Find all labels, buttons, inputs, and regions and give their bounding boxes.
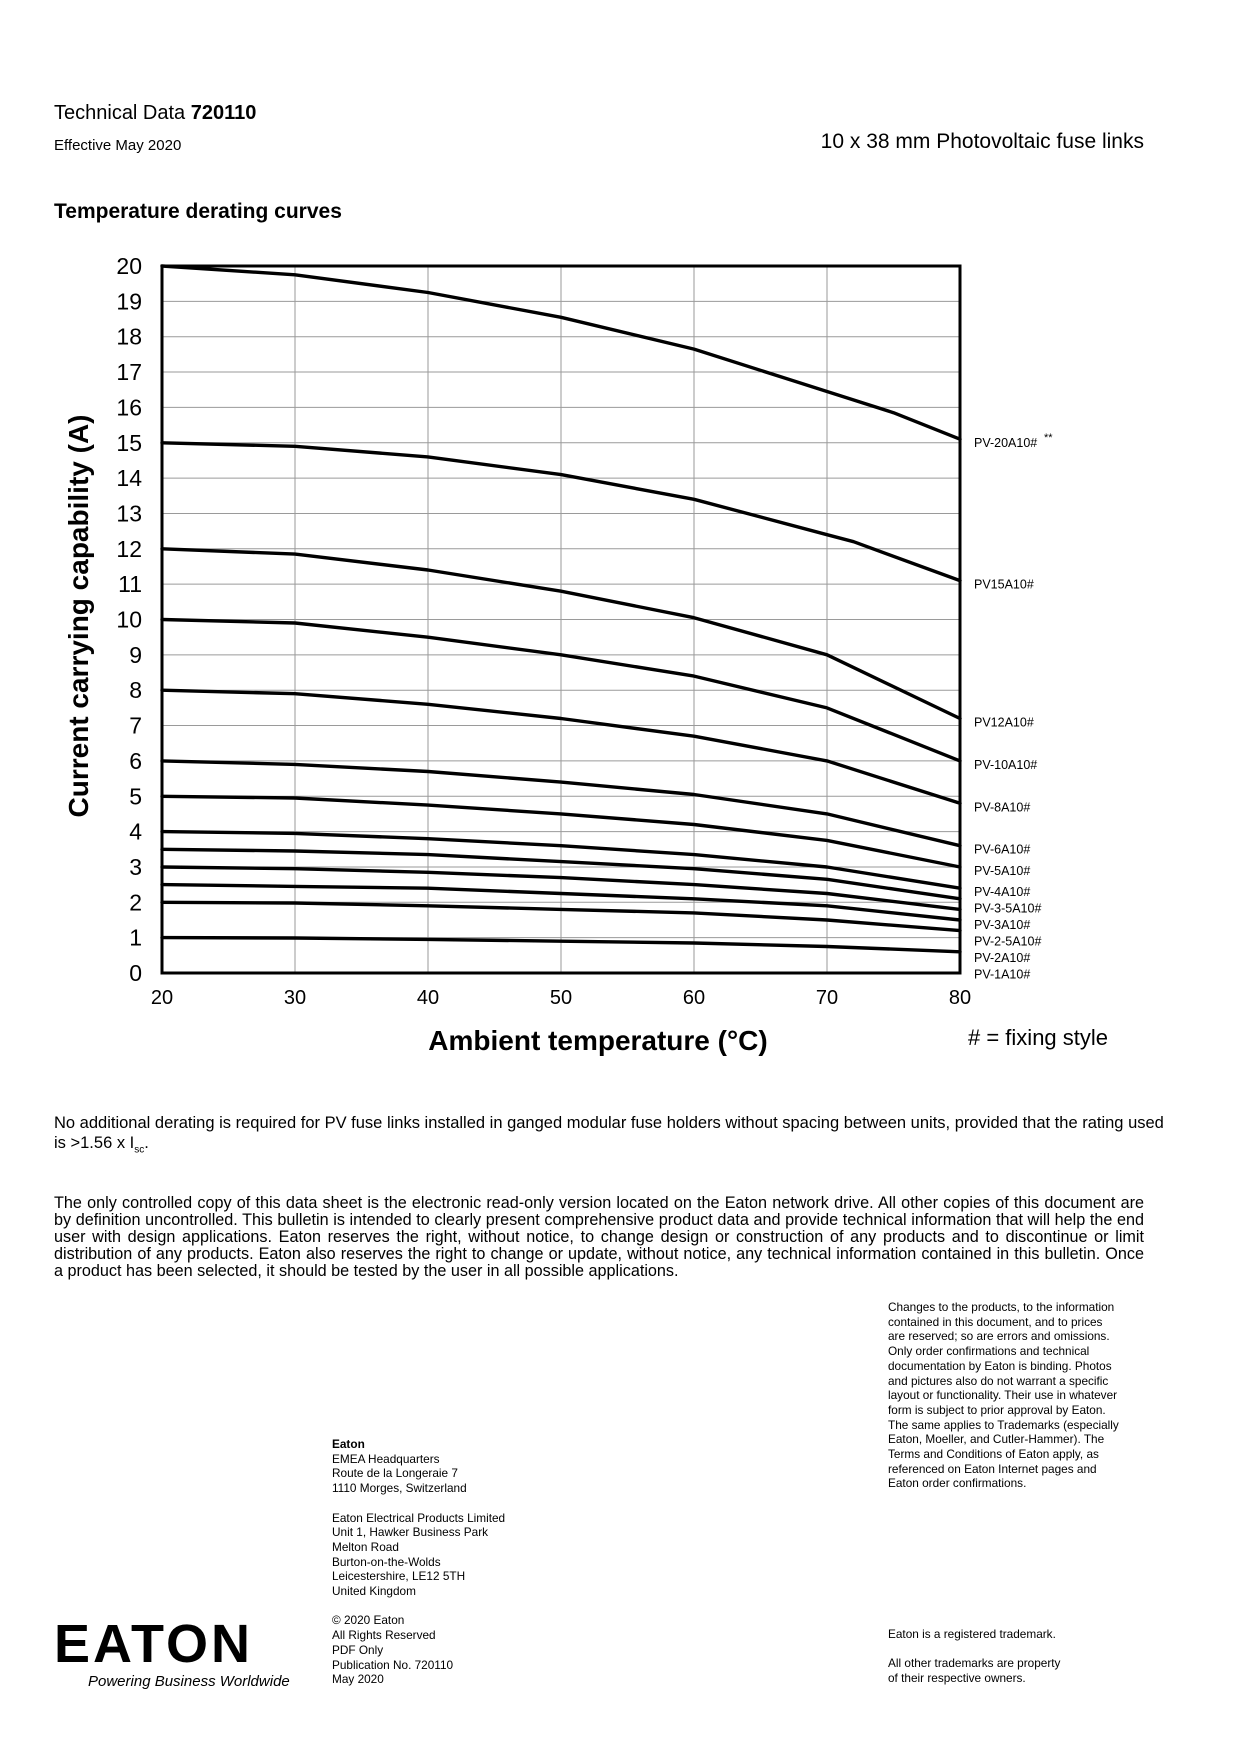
trademark-notice bbox=[888, 1627, 1148, 1686]
x-tick-label: 80 bbox=[948, 987, 972, 1009]
publication-line: All Rights Reserved bbox=[332, 1628, 436, 1643]
y-tick-label: 20 bbox=[116, 253, 142, 279]
y-tick-label: 13 bbox=[116, 500, 142, 527]
doc-number: 720110 bbox=[190, 102, 257, 124]
section-title: Temperature derating curves bbox=[54, 200, 342, 223]
y-tick-label: 10 bbox=[116, 606, 142, 633]
changes-line: referenced on Eaton Internet pages and bbox=[888, 1461, 1097, 1476]
y-tick-label: 2 bbox=[129, 889, 142, 916]
changes-line: form is subject to prior approval by Eaton. bbox=[888, 1402, 1106, 1417]
address-line: Leicestershire, LE12 5TH bbox=[332, 1569, 466, 1584]
publication-line: PDF Only bbox=[332, 1642, 384, 1657]
y-tick-label: 17 bbox=[116, 359, 142, 386]
logo-wordmark: EATON bbox=[54, 1614, 254, 1674]
doc-type: Technical Data bbox=[54, 102, 186, 124]
derating-note bbox=[54, 1113, 1164, 1160]
company-address bbox=[332, 1437, 572, 1687]
disclaimer-paragraph: The only controlled copy of this data sheet is the electronic read-only version located on the Eaton network drive. All other copies of this document are by definition uncontrolled. This bulletin is intended to clearly present comprehensive product data and provide technical information that will help the end user with design applications. Eaton reserves the right, without notice, to change design or construction of any products and to discontinue or limit distribution of any products. Eaton also reserves the right to change or update, without notice, any technical information contained in this bulletin. Once a product has been selected, it should be tested by the user in all possible applications. bbox=[54, 1194, 1144, 1280]
series-label: PV-20A10# bbox=[974, 436, 1038, 451]
changes-line: are reserved; so are errors and omissions. bbox=[888, 1329, 1110, 1344]
x-tick-labels bbox=[151, 987, 971, 1009]
y-tick-label: 9 bbox=[129, 641, 142, 668]
y-tick-label: 14 bbox=[116, 465, 142, 492]
address-line: Burton-on-the-Wolds bbox=[332, 1554, 441, 1569]
trademark-line: All other trademarks are property bbox=[888, 1656, 1061, 1671]
product-title: 10 x 38 mm Photovoltaic fuse links bbox=[820, 130, 1144, 153]
y-axis-label: Current carrying capability (A) bbox=[63, 414, 94, 818]
y-tick-label: 4 bbox=[129, 818, 142, 845]
y-tick-label: 18 bbox=[116, 323, 142, 350]
series-labels bbox=[974, 432, 1053, 981]
publication-line: May 2020 bbox=[332, 1672, 384, 1687]
series-label: PV-8A10# bbox=[974, 800, 1031, 815]
address-line: Melton Road bbox=[332, 1539, 399, 1554]
x-tick-label: 30 bbox=[283, 987, 307, 1009]
y-tick-label: 16 bbox=[116, 394, 142, 421]
series-label: PV-10A10# bbox=[974, 757, 1038, 772]
x-axis-label: Ambient temperature (°C) bbox=[428, 1025, 768, 1056]
y-tick-label: 7 bbox=[129, 712, 142, 739]
trademark-line: of their respective owners. bbox=[888, 1671, 1026, 1686]
address-line: Route de la Longeraie 7 bbox=[332, 1466, 458, 1481]
y-tick-label: 3 bbox=[129, 853, 142, 880]
y-tick-label: 1 bbox=[129, 924, 142, 951]
y-tick-labels bbox=[116, 253, 142, 986]
y-tick-label: 0 bbox=[129, 960, 142, 986]
address-line: EMEA Headquarters bbox=[332, 1451, 440, 1466]
y-tick-label: 15 bbox=[116, 429, 142, 456]
x-tick-label: 20 bbox=[150, 987, 174, 1009]
changes-line: documentation by Eaton is binding. Photos bbox=[888, 1358, 1112, 1373]
series-label: PV-3-5A10# bbox=[974, 901, 1042, 916]
changes-line: contained in this document, and to prices bbox=[888, 1314, 1103, 1329]
changes-line: and pictures also do not warrant a specific bbox=[888, 1373, 1109, 1388]
company-name: Eaton bbox=[332, 1437, 365, 1451]
y-tick-label: 11 bbox=[118, 571, 142, 598]
eaton-logo bbox=[54, 1614, 304, 1697]
series-label: PV15A10# bbox=[974, 577, 1034, 592]
publication-line: © 2020 Eaton bbox=[332, 1613, 405, 1628]
changes-line: Eaton, Moeller, and Cutler-Hammer). The bbox=[888, 1432, 1105, 1447]
address-line: United Kingdom bbox=[332, 1584, 416, 1599]
address-line: 1110 Morges, Switzerland bbox=[332, 1481, 467, 1496]
series-label: PV12A10# bbox=[974, 715, 1034, 730]
series-label: PV-2A10# bbox=[974, 951, 1031, 966]
y-tick-label: 6 bbox=[129, 747, 142, 774]
y-tick-label: 19 bbox=[116, 288, 142, 315]
x-tick-label: 50 bbox=[549, 987, 573, 1009]
series-label: PV-2-5A10# bbox=[974, 934, 1042, 949]
x-tick-label: 60 bbox=[682, 987, 706, 1009]
changes-line: Terms and Conditions of Eaton apply, as bbox=[888, 1447, 1099, 1462]
series-label: PV-1A10# bbox=[974, 967, 1031, 982]
changes-line: layout or functionality. Their use in whatever bbox=[888, 1388, 1118, 1403]
changes-line: Changes to the products, to the information bbox=[888, 1300, 1115, 1314]
address-line: Eaton Electrical Products Limited bbox=[332, 1510, 506, 1525]
fixing-style-note: # = fixing style bbox=[968, 1025, 1109, 1050]
series-label: PV-6A10# bbox=[974, 842, 1031, 857]
note-end: . bbox=[144, 1134, 149, 1152]
series-note: ** bbox=[1044, 432, 1053, 445]
y-tick-label: 5 bbox=[129, 783, 142, 810]
trademark-line: Eaton is a registered trademark. bbox=[888, 1627, 1056, 1641]
series-label: PV-3A10# bbox=[974, 918, 1031, 933]
y-tick-label: 8 bbox=[129, 677, 142, 704]
logo-tagline: Powering Business Worldwide bbox=[88, 1673, 290, 1690]
changes-line: Eaton order confirmations. bbox=[888, 1476, 1027, 1491]
series-label: PV-4A10# bbox=[974, 885, 1031, 900]
series-label: PV-5A10# bbox=[974, 863, 1031, 878]
x-tick-label: 40 bbox=[416, 987, 440, 1009]
changes-line: The same applies to Trademarks (especially bbox=[888, 1417, 1119, 1432]
note-sub: sc bbox=[134, 1144, 145, 1156]
address-line: Unit 1, Hawker Business Park bbox=[332, 1525, 489, 1540]
y-tick-label: 12 bbox=[116, 535, 142, 562]
note-text: No additional derating is required for PV fuse links installed in ganged modular fuse holders without spacing between units, provided that the rating used is >1.56 x I bbox=[54, 1114, 1164, 1152]
x-tick-label: 70 bbox=[815, 987, 839, 1009]
publication-line: Publication No. 720110 bbox=[332, 1657, 454, 1672]
changes-line: Only order confirmations and technical bbox=[888, 1344, 1090, 1359]
effective-date: Effective May 2020 bbox=[54, 137, 182, 154]
changes-notice bbox=[888, 1300, 1148, 1491]
